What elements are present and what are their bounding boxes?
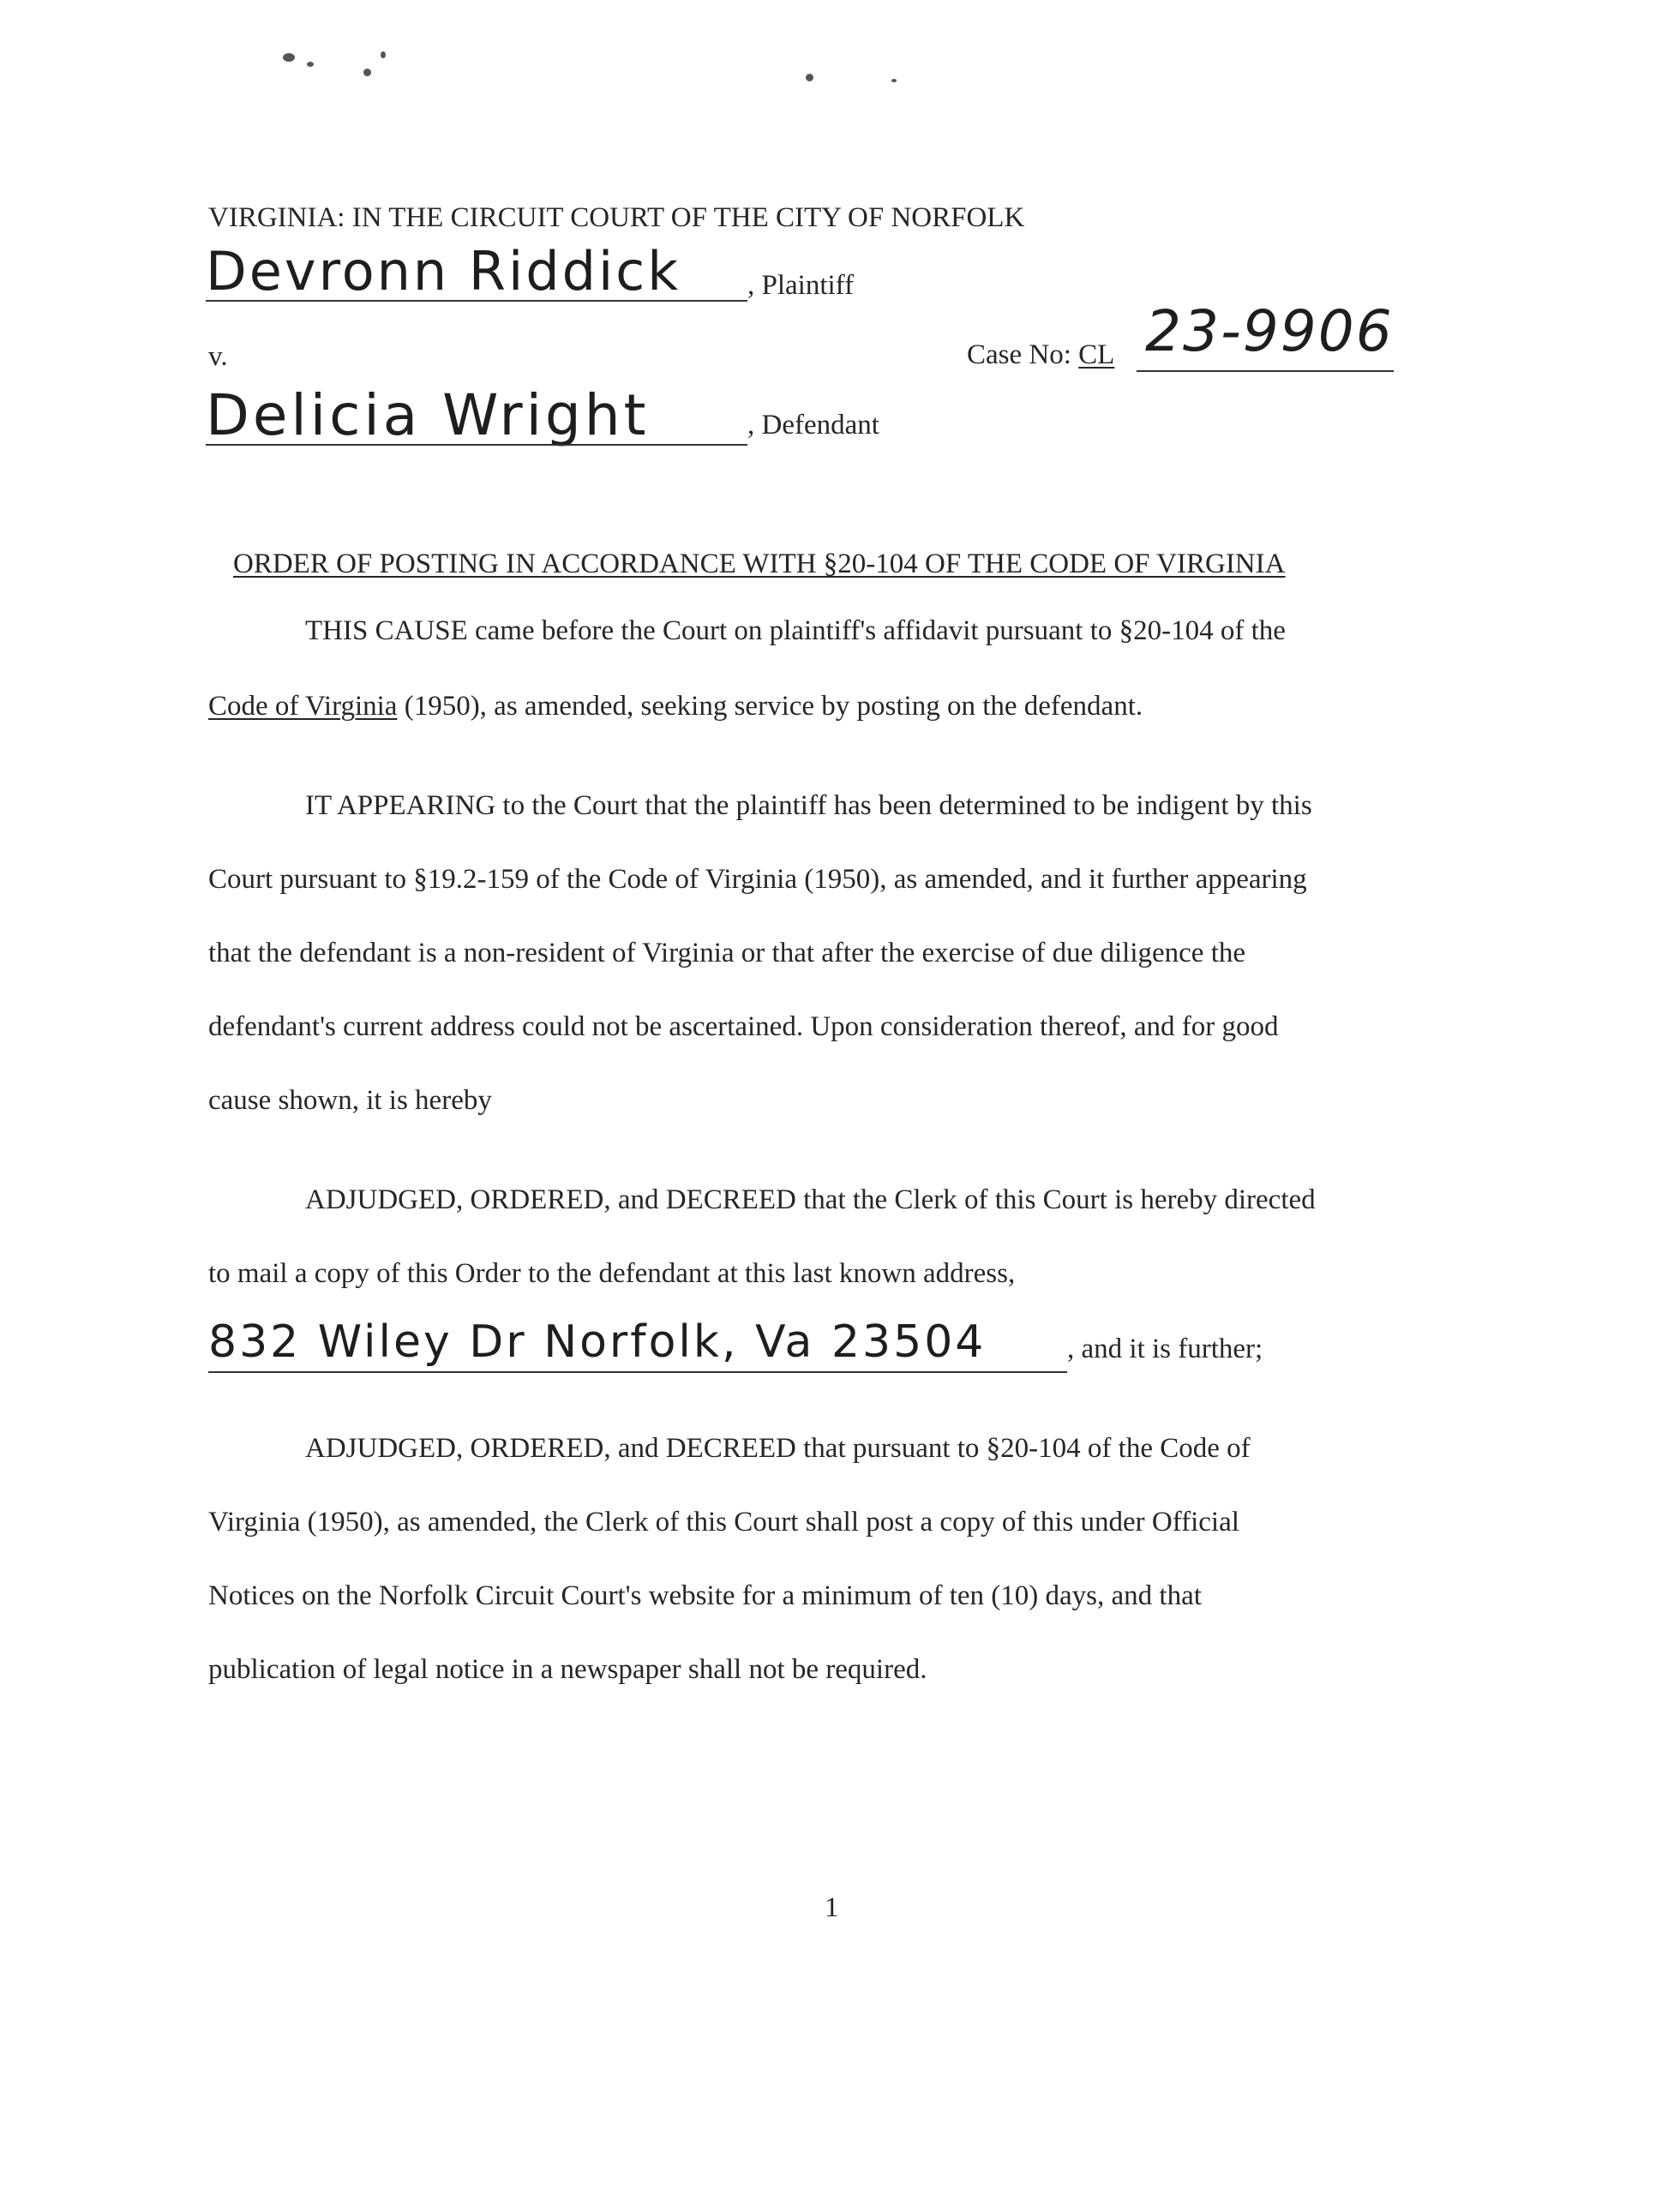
scan-speck — [283, 53, 295, 62]
scan-speck — [891, 79, 897, 82]
scan-speck — [806, 74, 813, 81]
case-prefix: CL — [1078, 339, 1115, 370]
defendant-name-line — [206, 444, 747, 446]
case-number-label: Case No: — [967, 339, 1079, 370]
scan-speck — [381, 51, 386, 58]
para2-line5: cause shown, it is hereby — [208, 1085, 492, 1116]
para2-line1: IT APPEARING to the Court that the plaintiff has been determined to be indigent by this — [305, 790, 1312, 821]
para2-line3: that the defendant is a non-resident of Virginia or that after the exercise of due diligence the — [208, 938, 1246, 968]
para3-line1: ADJUDGED, ORDERED, and DECREED that the Clerk of this Court is hereby directed — [305, 1184, 1316, 1215]
code-of-virginia-reference: Code of Virginia — [208, 691, 398, 722]
para1-line2 — [208, 691, 1143, 722]
scan-speck — [307, 62, 314, 67]
court-caption: VIRGINIA: IN THE CIRCUIT COURT OF THE CITY OF NORFOLK — [208, 202, 1025, 233]
case-number-line — [1137, 370, 1394, 372]
address-suffix: , and it is further; — [1067, 1334, 1263, 1364]
para4-line3: Notices on the Norfolk Circuit Court's website for a minimum of ten (10) days, and that — [208, 1580, 1202, 1611]
para4-line1: ADJUDGED, ORDERED, and DECREED that pursuant to §20-104 of the Code of — [305, 1433, 1251, 1464]
defendant-label: , Defendant — [747, 410, 879, 441]
para1-line2-rest: (1950), as amended, seeking service by posting on the defendant. — [397, 691, 1143, 722]
case-number-field — [967, 339, 1114, 371]
para4-line2: Virginia (1950), as amended, the Clerk of this Court shall post a copy of this under Official — [208, 1507, 1239, 1538]
case-number-handwritten: 23-9906 — [1145, 298, 1394, 364]
plaintiff-label: , Plaintiff — [747, 270, 855, 301]
plaintiff-name-line — [206, 300, 747, 302]
para3-line2: to mail a copy of this Order to the defendant at this last known address, — [208, 1258, 1016, 1289]
para2-line2: Court pursuant to §19.2-159 of the Code of Virginia (1950), as amended, and it further appearing — [208, 864, 1307, 895]
versus-label: v. — [208, 341, 228, 372]
plaintiff-name-handwritten: Devronn Riddick — [206, 240, 681, 303]
para2-line4: defendant's current address could not be ascertained. Upon consideration thereof, and for good — [208, 1011, 1279, 1042]
defendant-name-handwritten: Delicia Wright — [206, 382, 650, 448]
order-title: ORDER OF POSTING IN ACCORDANCE WITH §20-104 OF THE CODE OF VIRGINIA — [233, 548, 1286, 579]
address-handwritten: 832 Wiley Dr Norfolk, Va 23504 — [208, 1316, 987, 1368]
page-number: 1 — [825, 1892, 839, 1923]
address-line — [208, 1371, 1067, 1373]
para1-line1: THIS CAUSE came before the Court on plaintiff's affidavit pursuant to §20-104 of the — [305, 615, 1286, 646]
para4-line4: publication of legal notice in a newspaper shall not be required. — [208, 1654, 927, 1685]
scan-speck — [363, 69, 371, 76]
